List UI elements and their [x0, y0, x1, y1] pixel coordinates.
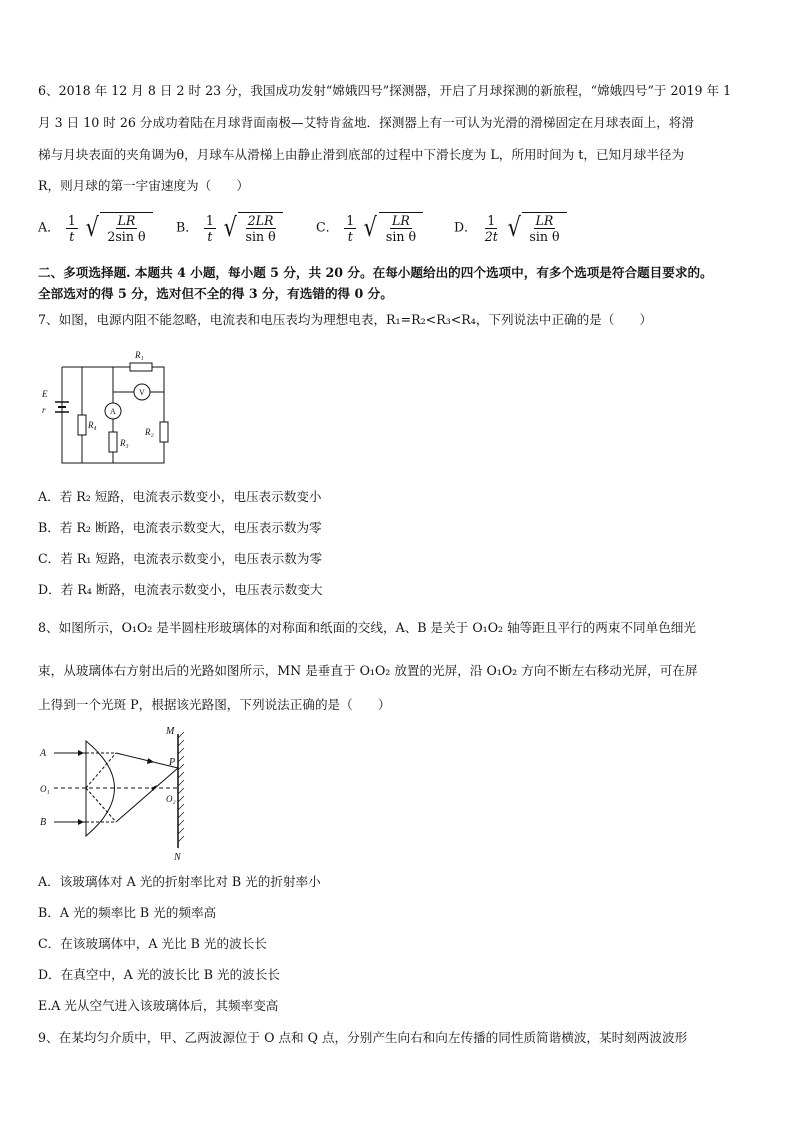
label-b: B [40, 817, 47, 828]
q7-option-d: D．若 R₄ 断路，电流表示数变小，电压表示数变大 [38, 582, 323, 597]
q6-option-d [454, 212, 567, 244]
arrow-icon [78, 819, 84, 825]
radical: √ $\frac{LR}{\text{2sin θ}}$ [84, 212, 153, 244]
q8-option-d: D．在真空中，A 光的波长比 B 光的波长长 [38, 967, 280, 982]
q6-option-a [38, 212, 153, 244]
q7-option-b: B．若 R₂ 断路，电流表示数变大，电压表示数为零 [38, 520, 322, 535]
radical: √ $\frac{2LR}{\text{sin θ}}$ [222, 212, 283, 244]
option-label: B． [176, 219, 198, 235]
q6-line-3: 梯与月块表面的夹角调为θ，月球车从滑梯上由静止滑到底部的过程中下滑长度为 L，所用时间为 t，已知月球半径为 [38, 147, 685, 162]
label-o2: O₂ [166, 794, 176, 804]
q7-option-c: C．若 R₁ 短路，电流表示数变小，电压表示数为零 [38, 551, 323, 566]
resistor-r4 [78, 415, 86, 435]
q8-option-b: B．A 光的频率比 B 光的频率高 [38, 905, 217, 920]
q8-option-e: E.A 光从空气进入该玻璃体后，其频率变高 [38, 998, 279, 1013]
label-o1: O₁ [40, 784, 50, 794]
q8-line-2: 束，从玻璃体右方射出后的光路如图所示，MN 是垂直于 O₁O₂ 放置的光屏，沿 O₁O₂ 方向不断左右移动光屏，可在屏 [38, 663, 698, 678]
radical: √ $\frac{LR}{\text{sin θ}}$ [506, 212, 567, 244]
label-e: E [42, 389, 48, 399]
q6-line-4: R，则月球的第一宇宙速度为（ ） [38, 178, 249, 193]
q9-line-1: 9、在某均匀介质中，甲、乙两波源位于 O 点和 Q 点，分别产生向右和向左传播的同性质简谐横波，某时刻两波波形 [38, 1030, 688, 1045]
arrow-icon [78, 750, 84, 756]
q8-line-3: 上得到一个光斑 P，根据该光路图，下列说法正确的是（ ） [38, 697, 391, 712]
label-r2: R₂ [145, 427, 154, 437]
q6-option-c [316, 212, 423, 244]
section-2-line-1: 二、多项选择题. 本题共 4 小题，每小题 5 分，共 20 分。在每小题给出的四个选项中，有多个选项是符合题目要求的。 [38, 265, 713, 280]
q8-option-c: C．在该玻璃体中，A 光比 B 光的波长长 [38, 936, 267, 951]
q6-option-b [176, 212, 283, 244]
option-label: A． [38, 219, 60, 235]
label-r4: R₄ [88, 420, 97, 430]
q6-line-2: 月 3 日 10 时 26 分成功着陆在月球背面南极—艾特肯盆地．探测器上有一可认为光滑的滑梯固定在月球表面上，将滑 [38, 115, 694, 130]
label-r: r [42, 405, 46, 415]
q7-stem: 7、如图，电源内阻不能忽略，电流表和电压表均为理想电表，R₁=R₂<R₃<R₄，下列说法中正确的是（ ） [38, 312, 653, 327]
q8-option-a: A．该玻璃体对 A 光的折射率比对 B 光的折射率小 [38, 874, 321, 889]
fraction: $\frac{1}{t}$ [205, 212, 214, 244]
resistor-r1 [130, 363, 152, 371]
label-m: M [166, 726, 175, 737]
screen-hatch [178, 732, 184, 842]
fraction: $\frac{1}{2t}$ [484, 212, 498, 244]
q8-line-1: 8、如图所示，O₁O₂ 是半圆柱形玻璃体的对称面和纸面的交线，A、B 是关于 O₁O₂ 轴等距且平行的两束不同单色细光 [38, 620, 696, 635]
resistor-r3 [109, 432, 117, 452]
fraction: $\frac{1}{t}$ [346, 212, 355, 244]
section-2-line-2: 全部选对的得 5 分，选对但不全的得 3 分，有选错的得 0 分。 [38, 286, 393, 301]
optics-diagram [38, 722, 198, 862]
label-r3: R₃ [120, 438, 129, 448]
label-a: A [40, 748, 47, 759]
option-label: C． [316, 219, 339, 235]
label-n: N [174, 852, 181, 862]
label-r1: R₁ [135, 350, 144, 360]
fraction: $\frac{1}{t}$ [67, 212, 76, 244]
label-ammeter: A [110, 407, 116, 416]
option-label: D． [454, 219, 477, 235]
circuit-diagram [38, 340, 178, 470]
q7-option-a: A．若 R₂ 短路，电流表示数变小，电压表示数变小 [38, 489, 322, 504]
q6-line-1: 6、2018 年 12 月 8 日 2 时 23 分，我国成功发射“嫦娥四号”探测器，开启了月球探测的新旅程，“嫦娥四号”于 2019 年 1 [38, 83, 732, 98]
arrow-icon [147, 758, 154, 764]
radical: √ $\frac{LR}{\text{sin θ}}$ [362, 212, 423, 244]
resistor-r2 [160, 422, 168, 442]
label-voltmeter: V [139, 388, 145, 397]
radius-line [86, 753, 116, 788]
label-p: P [169, 757, 176, 768]
